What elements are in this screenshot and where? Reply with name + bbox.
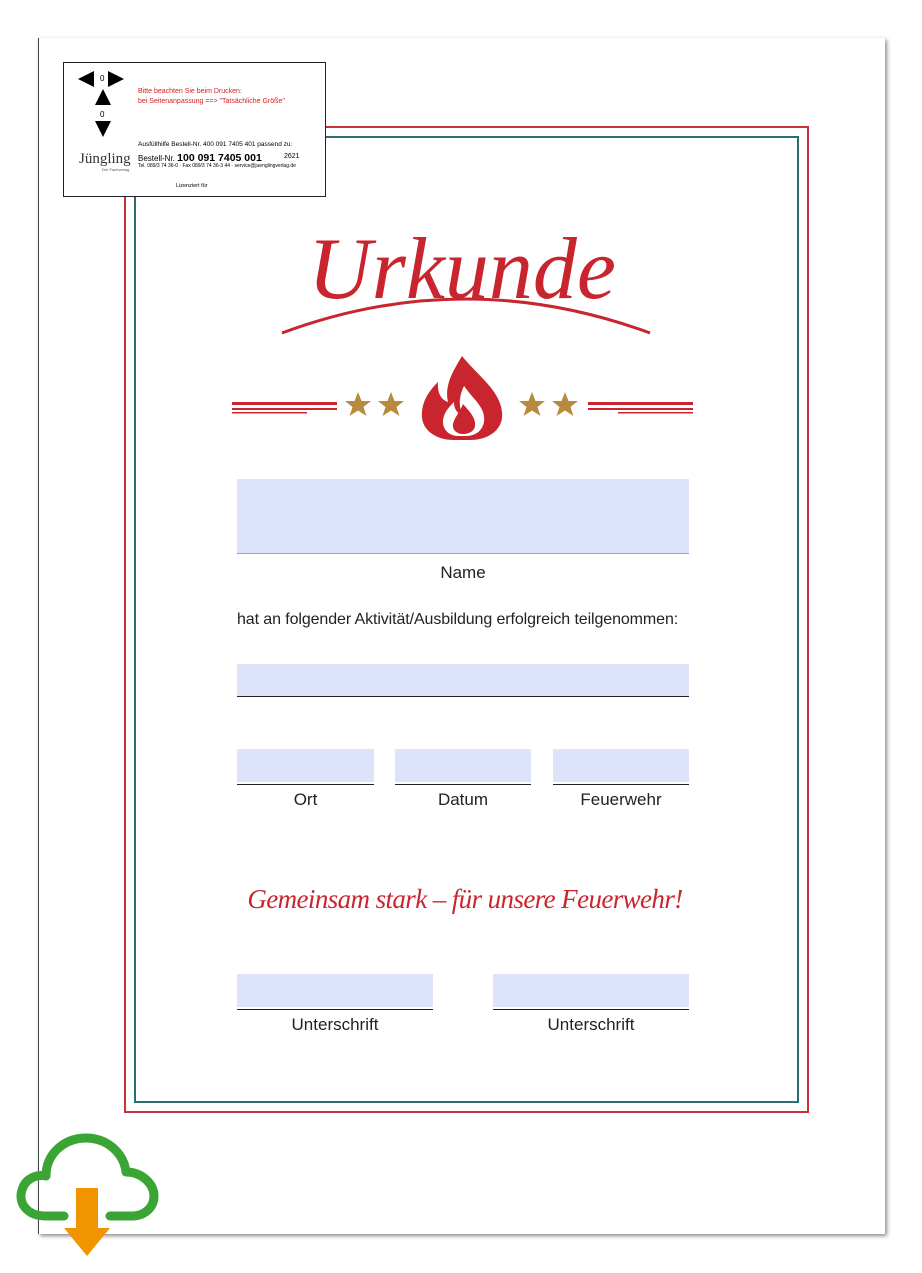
- print-notice-line1: Bitte beachten Sie beim Drucken:: [138, 88, 242, 95]
- place-label: Ort: [293, 790, 318, 809]
- fire-department-label: Feuerwehr: [580, 790, 662, 809]
- participation-sentence: hat an folgender Aktivität/Ausbildung erfolgreich teilgenommen:: [237, 611, 679, 628]
- name-input[interactable]: [237, 479, 689, 553]
- arrow-up-icon[interactable]: [95, 89, 111, 105]
- flame-icon: [422, 356, 502, 440]
- publisher-logo: Jüngling: [79, 151, 131, 167]
- signature-left-label: Unterschrift: [291, 1015, 379, 1034]
- print-notice-line2: bei Seitenanpassung ==> "Tatsächliche Größe": [138, 98, 285, 105]
- refill-order-text: Ausfüllhilfe Bestell-Nr. 400 091 7405 401 passend zu:: [138, 141, 293, 148]
- order-number: 100 091 7405 001: [177, 152, 262, 164]
- order-label: Bestell-Nr.: [138, 154, 175, 163]
- certificate-title: Urkunde: [308, 221, 616, 318]
- name-label: Name: [440, 563, 486, 582]
- fire-department-underline: [553, 784, 689, 785]
- arrow-right-icon[interactable]: [108, 71, 124, 87]
- print-notice-box: [63, 62, 326, 197]
- publisher-logo-subtitle: Der Fachverlag: [102, 167, 130, 172]
- signature-left-input[interactable]: [237, 974, 433, 1007]
- arrow-left-icon[interactable]: [78, 71, 94, 87]
- name-underline: [237, 553, 689, 554]
- activity-underline: [237, 696, 689, 697]
- arrow-down-icon[interactable]: [95, 121, 111, 137]
- place-underline: [237, 784, 374, 785]
- date-input[interactable]: [395, 749, 531, 782]
- certificate-title-graphic: [270, 180, 660, 340]
- star-icon: [378, 392, 404, 416]
- horizontal-offset-value: 0: [100, 74, 105, 83]
- signature-left-underline: [237, 1009, 433, 1010]
- signature-right-input[interactable]: [493, 974, 689, 1007]
- date-label: Datum: [437, 790, 489, 809]
- star-icon: [519, 392, 545, 416]
- licensed-for-text: Lizenziert für: [176, 183, 208, 189]
- place-input[interactable]: [237, 749, 374, 782]
- fire-department-input[interactable]: [553, 749, 689, 782]
- activity-input[interactable]: [237, 664, 689, 696]
- slogan-text: Gemeinsam stark – für unsere Feuerwehr!: [247, 884, 683, 914]
- star-icon: [552, 392, 578, 416]
- cloud-download-icon[interactable]: [12, 1132, 160, 1262]
- signature-right-underline: [493, 1009, 689, 1010]
- order-code: 2621: [284, 153, 300, 160]
- right-lines: [588, 402, 693, 414]
- contact-text: Tel. 089/3 74 36-0 · Fax 089/3 74 36-3 44 · service@juenglingverlag.de: [138, 163, 296, 169]
- star-icon: [345, 392, 371, 416]
- vertical-offset-value: 0: [100, 110, 105, 119]
- signature-right-label: Unterschrift: [547, 1015, 635, 1034]
- left-lines: [232, 402, 337, 414]
- date-underline: [395, 784, 531, 785]
- flame-divider: [230, 352, 695, 447]
